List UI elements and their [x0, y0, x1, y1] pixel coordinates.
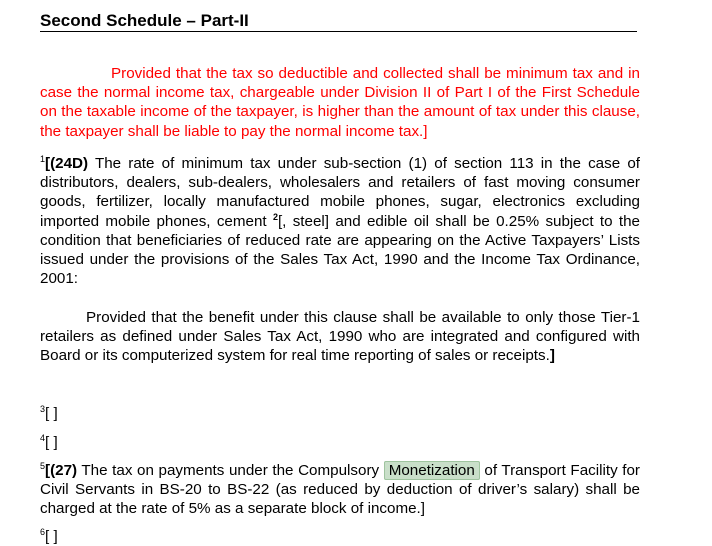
footnote-marker: 6 — [40, 527, 46, 537]
page-title: Second Schedule – Part-II — [40, 10, 637, 32]
footnote-marker: 2 — [272, 211, 278, 222]
proviso-text: Provided that the tax so deductible and collected shall be minimum tax and in case the normal income tax, chargeable under Division II of Part I of the First Schedule on the taxable income of the taxpayer, is higher than the amount of tax under this clause, the taxpayer shall be liable to pay the normal income tax.] — [40, 65, 640, 140]
footnote-marker: 1 — [40, 154, 46, 164]
footnote-marker: 4 — [40, 433, 46, 443]
clause-body-a: The tax on payments under the Compulsory — [77, 462, 384, 479]
clause-body-b: [, steel] and edible oil shall be 0.25% subject to the condition that beneficiaries of reduced rate are appearing on the Active Taxpayers’ Lists issued under the provisions of the Sales Tax Act, 1990 and the Income Tax Ordinance, 2001: — [40, 212, 640, 288]
omitted-bracket: [ ] — [45, 405, 58, 422]
footnote-marker: 3 — [40, 404, 46, 414]
clause-label: [(27) — [45, 462, 78, 479]
document-page — [40, 0, 640, 545]
closing-bracket: ] — [549, 347, 555, 365]
proviso-tax-minimum — [40, 64, 640, 141]
clause-body-b: of Transport Facility for Civil Servants in BS-20 to BS-22 (as reduced by deduction of driver’s salary) shall be charged at the rate of 5% as a separate block of income.] — [40, 462, 640, 518]
proviso-tier1-body: Provided that the benefit under this clause shall be available to only those Tier-1 retailers as defined under Sales Tax Act, 1990 who are integrated and configured with Board or its computerized system for real time reporting of sales or receipts. — [40, 309, 640, 365]
footnote-marker: 5 — [40, 461, 46, 471]
omitted-bracket: [ ] — [45, 528, 58, 545]
clause-27-text — [40, 461, 640, 519]
omitted-clause-6 — [40, 527, 58, 546]
clause-label: [(24D) — [45, 155, 89, 172]
proviso-tier1 — [40, 308, 640, 366]
clause-body-a: The rate of minimum tax under sub-section (1) of section 113 in the case of distributors, dealers, sub-dealers, wholesalers and retailers of fast moving consumer goods, fertilizer, locally manufactured mobile phones, sugar, electronics excluding imported mobile phones, cement — [40, 155, 640, 230]
clause-24d — [40, 154, 640, 288]
omitted-clause-4 — [40, 433, 58, 452]
clause-24d-text — [40, 154, 640, 288]
clause-27 — [40, 461, 640, 519]
proviso-tier1-text — [40, 308, 640, 366]
omitted-bracket: [ ] — [45, 434, 58, 451]
search-highlight[interactable]: Monetization — [384, 461, 480, 480]
omitted-clause-3 — [40, 404, 58, 423]
